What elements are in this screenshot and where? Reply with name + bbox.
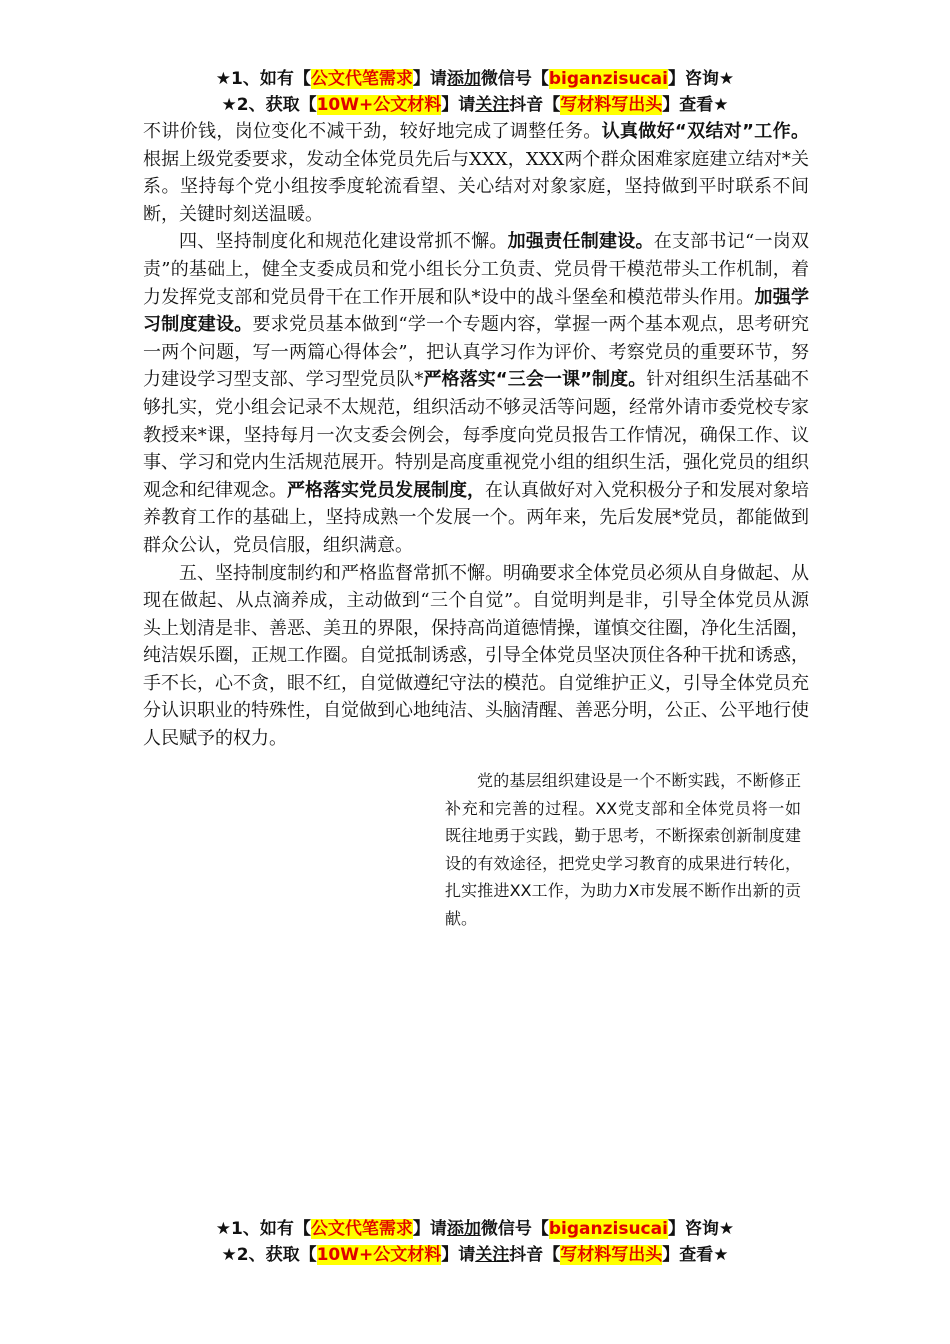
- section-heading: 四、坚持制度化和规范化建设常抓不懈。: [179, 231, 508, 253]
- banner-text: ★1、如有【: [215, 69, 311, 89]
- body-text: 在支部书记“一岗双责”的基础上，健全支委成员和党小组长分工负责、党员骨干模范带头工作机制，着力发挥党支部和党员骨干在工作开展和队*设中的战斗堡垒和模范带头作用。: [143, 231, 810, 308]
- body-text: 要求党员基本做到“学一个专题内容，掌握一两个基本观点，思考研究一两个问题，写一两篇心得体会”，把认真学习作为评价、考察党员的重要环节，努力建设学习型支部、学习型党员队*: [143, 314, 809, 391]
- highlight-text: 写材料写出头: [560, 95, 663, 115]
- underlined-text: 添加: [446, 1219, 481, 1239]
- highlight-text: 公文代笔需求: [310, 69, 413, 89]
- bold-heading: 严格落实党员发展制度，: [287, 479, 485, 501]
- header-banner: [0, 66, 950, 118]
- banner-text: 】查看★: [662, 95, 729, 115]
- banner-text: ★2、获取【: [221, 95, 317, 115]
- banner-text: 】请: [412, 1219, 447, 1239]
- highlight-text: 10W+公文材料: [316, 95, 442, 115]
- banner-text: ★2、获取【: [221, 1245, 317, 1265]
- banner-line-1: [0, 1216, 950, 1242]
- banner-text: 】咨询★: [667, 1219, 735, 1239]
- banner-text: 】请: [412, 69, 447, 89]
- document-body: [143, 118, 809, 753]
- highlight-text: 10W+公文材料: [316, 1245, 442, 1265]
- highlight-text: biganzisucai: [548, 1219, 668, 1239]
- closing-paragraph: 党的基层组织建设是一个不断实践，不断修正补充和完善的过程。XX党支部和全体党员将一如既往地勇于实践，勤于思考，不断探索创新制度建设的有效途径，把党史学习教育的成果进行转化，扎实推进XX工作，为助力X市发展不断作出新的贡献。: [445, 771, 801, 928]
- bold-heading: 加强责任制建设。: [507, 231, 654, 253]
- bold-heading: 加强学习制度建设。: [143, 286, 809, 336]
- highlight-text: 写材料写出头: [560, 1245, 663, 1265]
- footer-banner: [0, 1216, 950, 1268]
- highlight-text: 公文代笔需求: [310, 1219, 413, 1239]
- body-text: 根据上级党委要求，发动全体党员先后与XXX，XXX两个群众困难家庭建立结对*关系。坚持每个党小组按季度轮流看望、关心结对对象家庭，坚持做到平时联系不间断，关键时刻送温暖。: [143, 148, 809, 225]
- paragraph: [143, 118, 809, 228]
- body-text: 不讲价钱，岗位变化不减干劲，较好地完成了调整任务。: [143, 121, 602, 142]
- highlight-text: biganzisucai: [548, 69, 668, 89]
- banner-line-2: [0, 92, 950, 118]
- banner-text: 抖音【: [509, 1245, 561, 1265]
- banner-text: 】请: [441, 95, 476, 115]
- banner-text: 】请: [441, 1245, 476, 1265]
- paragraph: [143, 228, 809, 559]
- banner-text: 】咨询★: [667, 69, 735, 89]
- bold-heading: 严格落实“三会一课”制度。: [423, 369, 647, 391]
- banner-line-2: [0, 1242, 950, 1268]
- banner-text: 微信号【: [480, 69, 549, 89]
- paragraph: 五、坚持制度制约和严格监督常抓不懈。明确要求全体党员必须从自身做起、从现在做起、从点滴养成，主动做到“三个自觉”。自觉明判是非，引导全体党员从源头上划清是非、善恶、美丑的界限，保持高尚道德情操，谨慎交往圈，净化生活圈，纯洁娱乐圈，正规工作圈。自觉抵制诱惑，引导全体党员坚决顶住各种干扰和诱惑，手不长，心不贪，眼不红，自觉做遵纪守法的模范。自觉维护正义，引导全体党员充分认识职业的特殊性，自觉做到心地纯洁、头脑清醒、善恶分明，公正、公平地行使人民赋予的权力。: [143, 562, 809, 750]
- banner-text: 抖音【: [509, 95, 561, 115]
- body-text: 针对组织生活基础不够扎实，党小组会记录不太规范，组织活动不够灵活等问题，经常外请市委党校专家教授来*课，坚持每月一次支委会例会，每季度向党员报告工作情况，确保工作、议事、学习和党内生活规范展开。特别是高度重视党小组的组织生活，强化党员的组织观念和纪律观念。: [143, 369, 810, 501]
- underlined-text: 关注: [475, 1245, 510, 1265]
- underlined-text: 添加: [446, 69, 481, 89]
- banner-line-1: [0, 66, 950, 92]
- banner-text: ★1、如有【: [215, 1219, 311, 1239]
- banner-text: 微信号【: [480, 1219, 549, 1239]
- bold-heading: 认真做好“双结对”工作。: [601, 121, 809, 142]
- body-text: 在认真做好对入党积极分子和发展对象培养教育工作的基础上，坚持成熟一个发展一个。两年来，先后发展*党员，都能做到群众公认，党员信服，组织满意。: [143, 479, 809, 556]
- underlined-text: 关注: [475, 95, 510, 115]
- banner-text: 】查看★: [662, 1245, 729, 1265]
